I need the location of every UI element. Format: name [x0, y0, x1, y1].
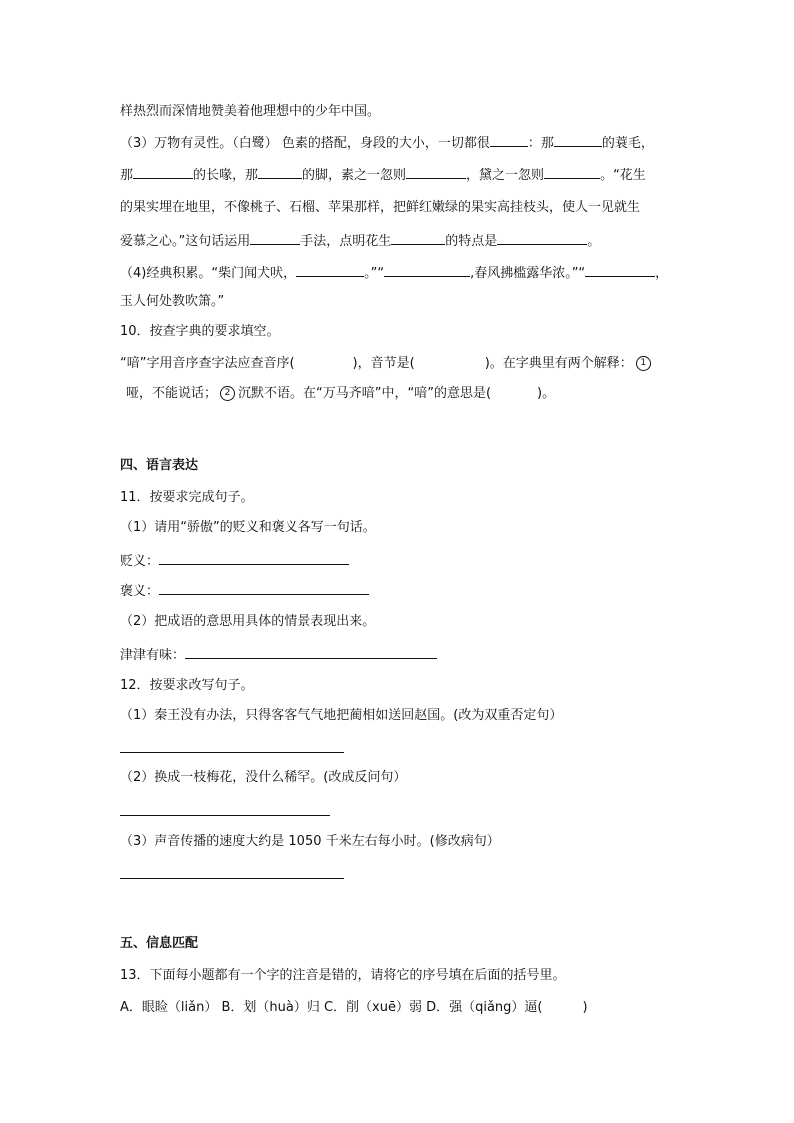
- fill-blank[interactable]: [554, 132, 602, 147]
- text: 爱慕之心。”这句话运用: [120, 234, 251, 249]
- text: )。: [537, 386, 556, 401]
- text: 手法，点明花生: [300, 234, 392, 249]
- q9-3-line-4: [120, 230, 600, 252]
- fill-blank[interactable]: [497, 230, 587, 245]
- text: 。“花生: [600, 168, 646, 183]
- label: 褒义：: [120, 584, 160, 599]
- q10-line-2: [126, 384, 555, 404]
- section-heading: [120, 934, 198, 954]
- question-title: 13．下面每小题都有一个字的注音是错的，请将它的序号填在后面的括号里。: [120, 968, 566, 983]
- fill-blank[interactable]: [490, 132, 528, 147]
- text: 的蓑毛，: [601, 136, 654, 151]
- heading-text: 四、语言表达: [120, 458, 199, 473]
- q9-3-line-1: [120, 132, 654, 154]
- text: （1）秦王没有办法，只得客客气气地把蔺相如送回赵国。(改为双重否定句）: [120, 708, 563, 723]
- text: （3）万物有灵性。（白鹭） 色素的搭配，身段的大小，一切都很: [120, 136, 490, 151]
- text: ，黛之一忽则: [466, 168, 545, 183]
- options-text: A．眼睑（liǎn） B．划（huà）归 C．削（xuē）弱 D．强（qiǎng）逼(: [120, 1000, 543, 1015]
- q9-4-line-2: [120, 292, 224, 312]
- text: 哑，不能说话；: [126, 386, 218, 401]
- fill-blank[interactable]: [384, 262, 470, 277]
- answer-line[interactable]: [185, 644, 437, 659]
- answer-line[interactable]: [120, 815, 330, 816]
- bianyi-line: [120, 550, 349, 572]
- q9-3-line-2: [120, 164, 646, 186]
- fill-blank[interactable]: [296, 262, 364, 277]
- text: ): [582, 1000, 588, 1015]
- paragraph-continuation: [120, 102, 380, 122]
- text: 沉默不语。在“万马齐喑”中，“喑”的意思是(: [238, 386, 492, 401]
- circled-number-icon: 2: [220, 386, 235, 401]
- text: 玉人何处教吹箫。”: [120, 294, 225, 309]
- text: 。: [587, 234, 601, 249]
- text: （2）换成一枝梅花，没什么稀罕。(改成反问句）: [120, 770, 407, 785]
- text: 样热烈而深情地赞美着他理想中的少年中国。: [120, 104, 381, 119]
- label: 贬义：: [120, 554, 160, 569]
- label: 津津有味：: [120, 648, 186, 663]
- q13-options: [120, 998, 588, 1018]
- question-title: 11．按要求完成句子。: [120, 490, 254, 505]
- question-title: 12．按要求改写句子。: [120, 678, 254, 693]
- text: （4)经典积累。“柴门闻犬吠，: [120, 266, 297, 281]
- q9-4-line-1: [120, 262, 668, 284]
- text: ：那: [527, 136, 554, 151]
- baoyi-line: [120, 580, 369, 602]
- q12-1: [120, 706, 562, 726]
- answer-line[interactable]: [159, 550, 349, 565]
- heading-text: 五、信息匹配: [120, 936, 199, 951]
- fill-blank[interactable]: [406, 164, 466, 179]
- text: （3）声音传播的速度大约是 1050 千米左右每小时。(修改病句）: [120, 834, 500, 849]
- q13-title: [120, 966, 566, 986]
- text: 的脚，素之一忽则: [302, 168, 407, 183]
- text: )，音节是(: [352, 356, 415, 371]
- jinjin-line: [120, 644, 437, 666]
- q11-1: [120, 518, 376, 538]
- q10-line-1: [120, 354, 654, 374]
- q12-3: [120, 832, 500, 852]
- text: 。”“: [364, 266, 385, 281]
- text: 那: [120, 168, 134, 183]
- text: “喑”字用音序查字法应查音序(: [120, 356, 295, 371]
- fill-blank[interactable]: [391, 230, 445, 245]
- question-title: 10．按查字典的要求填空。: [120, 324, 280, 339]
- answer-line[interactable]: [159, 580, 369, 595]
- fill-blank[interactable]: [585, 262, 655, 277]
- text: 的果实埋在地里，不像桃子、石榴、苹果那样，把鲜红嫩绿的果实高挂枝头，使人一见就生: [120, 200, 641, 215]
- text: ，: [655, 266, 669, 281]
- section-heading: [120, 456, 198, 476]
- fill-blank[interactable]: [544, 164, 600, 179]
- text: 的特点是: [445, 234, 498, 249]
- answer-line[interactable]: [120, 878, 344, 879]
- q11-2: [120, 612, 375, 632]
- fill-blank[interactable]: [258, 164, 302, 179]
- text: （2）把成语的意思用具体的情景表现出来。: [120, 614, 376, 629]
- fill-blank[interactable]: [250, 230, 300, 245]
- q12-2: [120, 768, 406, 788]
- q9-3-line-3: [120, 198, 640, 218]
- q10-title: [120, 322, 280, 342]
- answer-line[interactable]: [120, 752, 344, 753]
- text: 的长喙，那: [193, 168, 259, 183]
- text: ,春风拂槛露华浓。”“: [470, 266, 586, 281]
- fill-blank[interactable]: [133, 164, 193, 179]
- circled-number-icon: 1: [636, 356, 651, 371]
- text: )。在字典里有两个解释：: [484, 356, 633, 371]
- q11-title: [120, 488, 254, 508]
- q12-title: [120, 676, 254, 696]
- text: （1）请用“骄傲”的贬义和褒义各写一句话。: [120, 520, 376, 535]
